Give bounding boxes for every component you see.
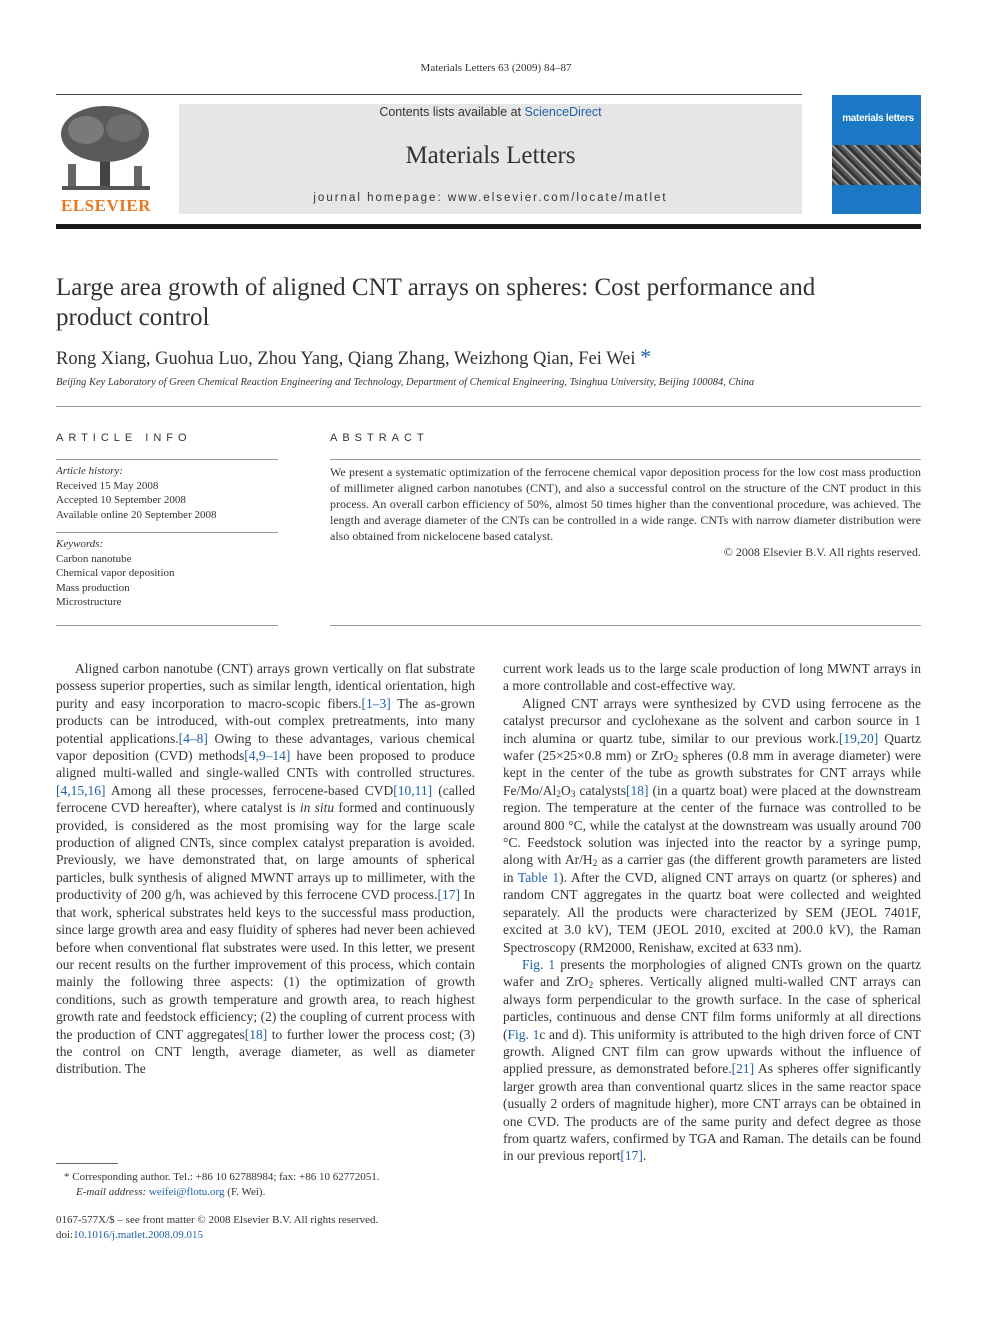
- abstract-rule-bottom: [330, 625, 921, 626]
- title-rule: [56, 406, 921, 407]
- info-rule-1: [56, 459, 278, 460]
- citation-link[interactable]: [4,9–14]: [244, 748, 291, 764]
- keywords: [56, 537, 278, 610]
- history-online: Available online 20 September 2008: [56, 508, 217, 521]
- email-link[interactable]: weifei@flotu.org: [148, 1186, 225, 1198]
- doi-link[interactable]: 10.1016/j.matlet.2008.09.015: [73, 1229, 203, 1241]
- keyword-item: Microstructure: [56, 596, 122, 608]
- footnote: [64, 1170, 475, 1200]
- footnote-rule: [56, 1163, 118, 1164]
- abstract-rule-top: [330, 459, 921, 460]
- doi-prefix: doi:: [56, 1229, 74, 1241]
- citation-link[interactable]: [4–8]: [178, 730, 208, 746]
- abstract: [330, 464, 921, 560]
- affiliation: Beijing Key Laboratory of Green Chemical Reaction Engineering and Technology, Department of Chemical Engineering, Tsinghua University, Beijing 100084, China: [56, 377, 755, 388]
- author-list: [56, 344, 921, 370]
- cover-micrograph: [832, 145, 921, 185]
- history-accepted: Accepted 10 September 2008: [56, 494, 186, 506]
- history-received: Received 15 May 2008: [56, 479, 159, 492]
- citation-link[interactable]: [19,20]: [838, 730, 879, 746]
- corresponding-author-mark[interactable]: *: [640, 344, 652, 369]
- info-rule-2: [56, 532, 278, 533]
- sciencedirect-link[interactable]: ScienceDirect: [524, 105, 602, 119]
- body-paragraph: Aligned CNT arrays were synthesized by CVD using ferrocene as the catalyst precursor and cyclohexane as the solvent and carbon source in 1 inch alumina or quartz tube, similar to our previous work.[19,20] Quartz wafer (25×25×0.8 mm) or ZrO$_2$ spheres (0.8 mm in average diameter) were kept in the center of the tube as growth substrates for CNT arrays while $Fe/Mo/Al_2O_3$ catalysts[18] (in a quartz boat) were placed at the downstream region. The temperature at the center of the furnace was controlled to be around 800 °C, while the catalyst at the downstream was usually around 700 °C. Feedstock solution was injected into the reactor by a syringe pump, along with $Ar/H_2$ as a carrier gas (the different growth parameters are listed in Table 1). After the CVD, aligned CNT arrays on quartz (or spheres) and random CNT aggregates in the quartz boat were collected and weighted separately. All the products were characterized by SEM (JEOL 7401F, excited at 3.0 kV), TEM (JEOL 2010, excited at 200.0 kV), the Raman Spectroscopy (RM2000, Renishaw, excited at 633 nm).: [503, 695, 921, 955]
- abstract-text: We present a systematic optimization of the ferrocene chemical vapor deposition process for the low cost mass production of millimeter aligned carbon nanotubes (CNT), and also a successful control on the structure of the CNT product in this process. An overall carbon efficiency of 50%, almost 50 times higher than the conventional procedure, was achieved. The length and average diameter of the CNTs can be controlled in a wide range. CNTs with narrow diameter distribution were also obtained from nickelocene based catalyst.: [330, 465, 921, 543]
- citation-link[interactable]: [10,11]: [393, 782, 433, 798]
- contents-line: [179, 105, 802, 119]
- keyword-item: Chemical vapor deposition: [56, 567, 175, 579]
- journal-cover-title: materials letters: [842, 113, 914, 124]
- body-column-left: [56, 660, 475, 1078]
- citation-link[interactable]: [17]: [437, 887, 460, 903]
- abstract-copyright: © 2008 Elsevier B.V. All rights reserved.: [723, 545, 921, 559]
- body-paragraph: Fig. 1 presents the morphologies of aligned CNTs grown on the quartz wafer and ZrO$_2$ spheres. Vertically aligned multi-walled CNT arrays can always form perpendicular to the growth surface. In the case of spherical particles, continuous and dense CNT film forms uniformly at all directions (Fig. 1c and d). This uniformity is attributed to the high driven force of CNT growth. Aligned CNT film can grow upwards without the influence of applied pressure, as demonstrated before.[21] As spheres offer significantly larger growth area than conventional quartz slices in the same reactor space (usually 2 orders of magnitude higher), more CNT arrays can be obtained in one CVD. The products are of the same purity and defect degree as those from quartz wafers, confirmed by TGA and Raman. The details can be found in our previous report[17].: [503, 956, 922, 1164]
- email-label: E-mail address:: [76, 1186, 149, 1198]
- journal-citation: Materials Letters 63 (2009) 84–87: [420, 62, 572, 74]
- citation-link[interactable]: [4,15,16]: [56, 782, 106, 798]
- header-top-rule: [56, 94, 802, 95]
- article-info-heading: ARTICLE INFO: [56, 432, 192, 444]
- publisher-logo-text: ELSEVIER: [61, 196, 151, 215]
- article-title: Large area growth of aligned CNT arrays on spheres: Cost performance and product control: [56, 274, 816, 331]
- body-paragraph: Aligned carbon nanotube (CNT) arrays grown vertically on flat substrate possess superior properties, such as similar length, identical orientation, high purity and easy incorporation to macro-scopic fibers.[1–3] The as-grown products can be introduced, with-out complex pretreatments, into many potential applications.[4–8] Owing to these advantages, various chemical vapor deposition (CVD) methods[4,9–14] have been proposed to produce aligned multi-walled and single-walled CNTs with controlled structures.[4,15,16] Among all these processes, ferrocene-based CVD[10,11] (called ferrocene CVD hereafter), where catalyst is in situ formed and continuously provided, is considered as the most promising way for the large scale production of aligned CNTs, since complex catalyst preparation is avoided. Previously, we have demonstrated that, on large amounts of spherical particles, bulk synthesis of aligned MWNT arrays up to millimeter, with the productivity of 200 g/h, was achieved by this ferrocene CVD process.[17] In that work, spherical substrates held keys to the successful mass production, since large growth area and easy fluidity of spheres had never been achieved before when conventional flat substrates were used. In this letter, we present our recent results on the further improvement of this process, which contain mainly the following three aspects: (1) the optimization of growth conditions, such as growth temperature and growth area, to reach highest growth rate and feedstock efficiency; (2) the coupling of current process with the production of CNT aggregates[18] to further lower the process cost; (3) the control on CNT length, average diameter, as well as diameter distribution. The: [56, 661, 476, 1077]
- citation-link[interactable]: [18]: [244, 1026, 268, 1042]
- header-thick-rule: [56, 224, 921, 229]
- page-footer: [56, 1213, 475, 1243]
- corresponding-author-note: * Corresponding author. Tel.: +86 10 62788984; fax: +86 10 62772051.: [64, 1171, 380, 1183]
- article-history: [56, 464, 278, 522]
- body-paragraph: current work leads us to the large scale production of long MWNT arrays in a more controllable and cost-effective way.: [503, 661, 921, 694]
- citation-link[interactable]: [1–3]: [361, 695, 391, 711]
- contents-prefix: Contents lists available at: [379, 105, 525, 119]
- body-column-right: [503, 660, 921, 1165]
- citation-link[interactable]: [18]: [625, 782, 649, 798]
- table-link[interactable]: Table 1: [517, 869, 560, 885]
- citation-link[interactable]: [21]: [731, 1061, 755, 1077]
- citation-link[interactable]: [17]: [620, 1148, 643, 1164]
- info-rule-3: [56, 625, 278, 626]
- history-label: Article history:: [56, 465, 123, 477]
- figure-link[interactable]: Fig. 1: [522, 956, 556, 972]
- keyword-item: Carbon nanotube: [56, 552, 132, 565]
- issn-line: 0167-577X/$ – see front matter © 2008 Elsevier B.V. All rights reserved.: [56, 1214, 379, 1226]
- keyword-item: Mass production: [56, 581, 130, 594]
- keywords-label: Keywords:: [56, 538, 104, 550]
- journal-homepage[interactable]: journal homepage: www.elsevier.com/locate/matlet: [313, 192, 668, 204]
- journal-name: Materials Letters: [405, 142, 576, 169]
- abstract-heading: ABSTRACT: [330, 432, 429, 444]
- figure-link[interactable]: Fig. 1: [507, 1026, 540, 1042]
- email-suffix: (F. Wei).: [224, 1186, 266, 1198]
- authors-text: Rong Xiang, Guohua Luo, Zhou Yang, Qiang Zhang, Weizhong Qian, Fei Wei: [56, 349, 636, 369]
